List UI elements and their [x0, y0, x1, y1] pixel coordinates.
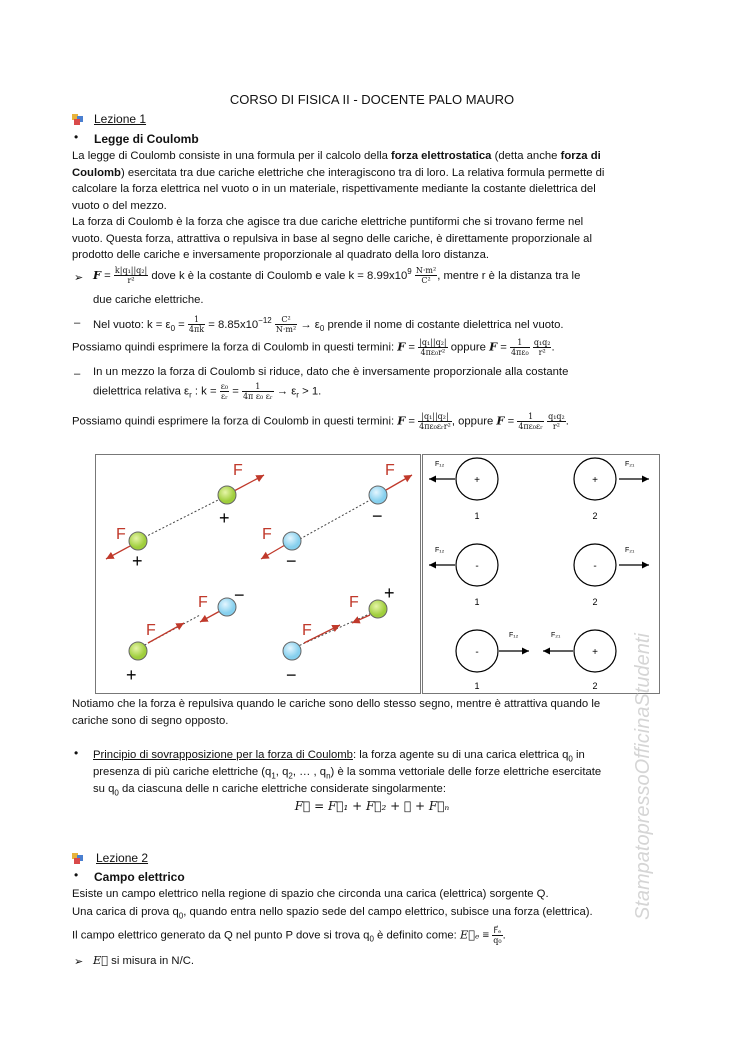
text-line: La forza di Coulomb è la forza che agisce tra due cariche elettriche puntiformi che si trovano ferme nel	[72, 216, 584, 228]
text-run: dove k è la costante di Coulomb e vale k = 8.99x10	[148, 269, 408, 282]
charge-sign: +	[592, 647, 598, 658]
charge-sphere	[283, 642, 301, 660]
text-line: due cariche elettriche.	[93, 294, 204, 306]
charge-number: 1	[474, 511, 480, 521]
force-label: F₂₁	[551, 632, 561, 639]
text-line: prodotto delle cariche e inversamente proporzionale al quadrato della loro distanza.	[72, 249, 489, 261]
minus-sign: −	[372, 506, 383, 526]
text-line: vuoto o del mezzo.	[72, 199, 167, 212]
figure-left-charges	[95, 454, 421, 694]
force-label: F	[262, 526, 272, 543]
coulomb-medium-formula: Possiamo quindi esprimere la forza di Coulomb in questi termini: F = $\frac{\text{|q₁||q₂|}}{\text{4πε₀εᵣr²}}$ , oppure F = $\frac{1}{\text{4πε₀εᵣ}}$ $\frac{\text{q₁q₂}}{\text{r²}}$ .	[72, 412, 569, 431]
force-label: F	[349, 594, 359, 611]
text-line: cariche sono di segno opposto.	[72, 715, 229, 727]
text-run: : la forza agente su di una carica elettrica q	[352, 749, 569, 761]
text-run: è definito come:	[373, 929, 460, 942]
text-run: Nel vuoto: k = ε	[93, 318, 171, 331]
force-label: F	[198, 594, 208, 611]
text-run: da ciascuna delle n cariche elettriche considerate singolarmente:	[118, 783, 446, 795]
electric-field-definition: Il campo elettrico generato da Q nel punto P dove si trova $q_0$ è definito come: E⃗ₑ ≡ $\frac{\text{F⃗ₑ}}{\text{q₀}}$ .	[72, 926, 506, 945]
charge-number: 2	[592, 597, 598, 607]
force-arrow	[261, 545, 285, 559]
text-run: , quando entra nello spazio sede del campo elettrico, subisce una forza (elettrica).	[183, 906, 593, 918]
text-run: ) esercitata tra due cariche elettriche che interagiscono tra di loro. La relativa formula permette di	[120, 166, 605, 179]
text-run: → ε	[297, 318, 320, 331]
dashed-link	[141, 497, 224, 539]
force-arrow	[352, 615, 370, 623]
charge-sphere	[369, 486, 387, 504]
text-line: Esiste un campo elettrico nella regione di spazio che circonda una carica (elettrica) sorgente Q.	[72, 888, 549, 900]
topic-heading: Campo elettrico	[94, 870, 185, 884]
force-label: F₁₂	[435, 461, 445, 468]
text-run: (detta anche	[491, 150, 561, 162]
minus-sign: −	[286, 665, 297, 685]
text-run: 9	[407, 267, 412, 276]
force-label: F	[233, 462, 243, 479]
paragraph-intro	[72, 148, 672, 264]
force-label: F	[385, 462, 395, 479]
charge-sign: -	[475, 561, 479, 572]
text-run: −12	[258, 316, 272, 325]
text-run: si misura in N/C.	[108, 955, 195, 967]
text-run: su q	[93, 783, 115, 795]
plus-sign: +	[126, 665, 137, 685]
force-label: F₂₁	[625, 547, 635, 554]
arrow-bullet-icon: ➢	[74, 956, 84, 968]
text-line: vuoto. Questa forza, attrattiva o repulsiva in base al segno delle cariche, è direttamente proporzionale al	[72, 232, 592, 245]
text-run: , … , q	[292, 766, 327, 778]
text-run: : k =	[191, 385, 220, 398]
page-title: CORSO DI FISICA II - DOCENTE PALO MAURO	[229, 92, 515, 107]
dash-bullet: –	[74, 317, 81, 329]
charge-sphere	[218, 486, 236, 504]
bullet-icon: •	[74, 746, 79, 760]
force-label: F	[146, 622, 156, 639]
lesson-heading: Lezione 2	[96, 851, 149, 865]
charge-number: 1	[474, 681, 480, 691]
bullet-icon: •	[74, 868, 79, 882]
text-line: Notiamo che la forza è repulsiva quando le cariche sono dello stesso segno, mentre è attrattiva quando le	[72, 698, 601, 710]
charge-sphere	[283, 532, 301, 550]
force-arrow	[106, 545, 132, 559]
minus-sign: −	[234, 585, 245, 605]
text-run: , q	[275, 766, 289, 778]
text-run: Possiamo quindi esprimere la forza di Coulomb in questi termini:	[72, 415, 398, 428]
text-line: calcolare la forza elettrica nel vuoto o in un materiale, rispettivamente mediante la costante dielettrica del	[72, 183, 596, 195]
charge-sign: +	[592, 475, 598, 486]
text-run: → ε	[273, 385, 297, 398]
charge-sign: +	[474, 475, 480, 486]
text-run-bold: forza di	[560, 150, 601, 162]
text-run: presenza di più cariche elettriche (q	[93, 766, 272, 778]
dashed-link	[300, 499, 372, 539]
text-run: oppure	[447, 341, 490, 354]
force-label: F₁₂	[435, 547, 445, 554]
charge-number: 1	[474, 597, 480, 607]
charge-sphere	[129, 642, 147, 660]
figure-right-forces	[422, 454, 660, 694]
superposition-line: Principio di sovrapposizione per la forza di Coulomb: la forza agente su di una carica elettrica $q_0$ in	[93, 749, 585, 764]
arrow-bullet-icon: ➢	[74, 272, 84, 284]
force-label: F	[302, 622, 312, 639]
text-run: = 8.85x10	[205, 318, 259, 331]
charges-diagram	[96, 455, 420, 693]
text-run: Il campo elettrico generato da Q nel punto P dove si trova q	[72, 929, 370, 942]
force-arrow	[200, 611, 220, 622]
lesson-heading: Lezione 1	[94, 112, 147, 126]
text-run: La legge di Coulomb consiste in una formula per il calcolo della	[72, 150, 392, 162]
superposition-formula: F⃗ = F⃗₁ + F⃗₂ + ⋯ + F⃗ₙ	[294, 799, 450, 813]
unit-line: E⃗ si misura in N/C.	[93, 954, 195, 967]
charge-sphere	[129, 532, 147, 550]
superposition-line: presenza di più cariche elettriche ($q_1$, $q_2$, … , $q_n$) è la somma vettoriale delle forze elettriche esercitate	[93, 766, 602, 781]
text-run: Possiamo quindi esprimere la forza di Coulomb in questi termini:	[72, 341, 398, 354]
charge-sign: -	[593, 561, 597, 572]
text-line: In un mezzo la forza di Coulomb si riduce, dato che è inversamente proporzionale alla costante	[93, 366, 569, 378]
superposition-line: su $q_0$ da ciascuna delle n cariche elettriche considerate singolarmente:	[93, 783, 446, 798]
plus-sign: +	[219, 508, 230, 528]
plus-sign: +	[384, 583, 395, 603]
text-run: ) è la somma vettoriale delle forze elettriche esercitate	[330, 766, 602, 778]
text-line: Una carica di prova $q_0$, quando entra nello spazio sede del campo elettrico, subisce una forza (elettrica).	[72, 906, 593, 921]
charge-number: 2	[592, 681, 598, 691]
text-run: Una carica di prova q	[72, 906, 179, 918]
text-run: > 1.	[298, 385, 322, 398]
superposition-title: Principio di sovrapposizione per la forza di Coulomb	[93, 749, 353, 761]
lesson-icon	[72, 853, 83, 864]
lesson-icon	[72, 114, 83, 125]
charge-sign: -	[475, 647, 479, 658]
plus-sign: +	[132, 551, 143, 571]
minus-sign: −	[286, 551, 297, 571]
mezzo-line: dielettrica relativa $\varepsilon_r$ : k = $\frac{\text{ε₀}}{\text{εᵣ}}$ = $\frac{1}{\text{4π ε₀ εᵣ}}$ → $\varepsilon_r > 1$.	[93, 382, 322, 401]
text-run: dielettrica relativa ε	[93, 385, 190, 398]
text-run: in	[572, 749, 585, 761]
force-label: F₂₁	[625, 461, 635, 468]
text-run-bold: Coulomb	[72, 166, 121, 179]
force-label: F	[116, 526, 126, 543]
coulomb-vacuum-formula: Possiamo quindi esprimere la forza di Coulomb in questi termini: F = $\frac{\text{|q₁||q₂|}}{\text{4πε₀r²}}$ oppure F = $\frac{1}{\text{4πε₀}}$ $\frac{\text{q₁q₂}}{\text{r²}}$ .	[72, 338, 555, 357]
text-run: prende il nome di costante dielettrica nel vuoto.	[324, 318, 564, 331]
text-run: , oppure	[451, 415, 497, 428]
charge-number: 2	[592, 511, 598, 521]
bullet-icon: •	[74, 130, 79, 144]
force-label: F₁₂	[509, 632, 519, 639]
coulomb-formula-line: F = $\frac{\text{k|q₁||q₂|}}{\text{r²}}$ dove k è la costante di Coulomb e vale $k = 8.99x10^9$ $\frac{\text{N·m²}}{\text{C²}}$ , mentre r è la distanza tra le	[93, 266, 581, 286]
forces-diagram	[423, 455, 659, 693]
watermark-text: StampatopressoOfficinaStudenti	[632, 633, 654, 920]
dash-bullet: –	[74, 368, 81, 380]
topic-heading: Legge di Coulomb	[94, 132, 199, 146]
vuoto-line: Nel vuoto: $k = \varepsilon_0$ = $\frac{1}{4\pi k}$ = $8.85x10^{-12}$ $\frac{\text{C²}}{\text{N·m²}}$ → $\varepsilon_0$ prende il nome di costante dielettrica nel vuoto.	[93, 315, 564, 335]
text-run: , mentre r è la distanza tra le	[437, 269, 581, 282]
text-run-bold: forza elettrostatica	[391, 150, 492, 162]
